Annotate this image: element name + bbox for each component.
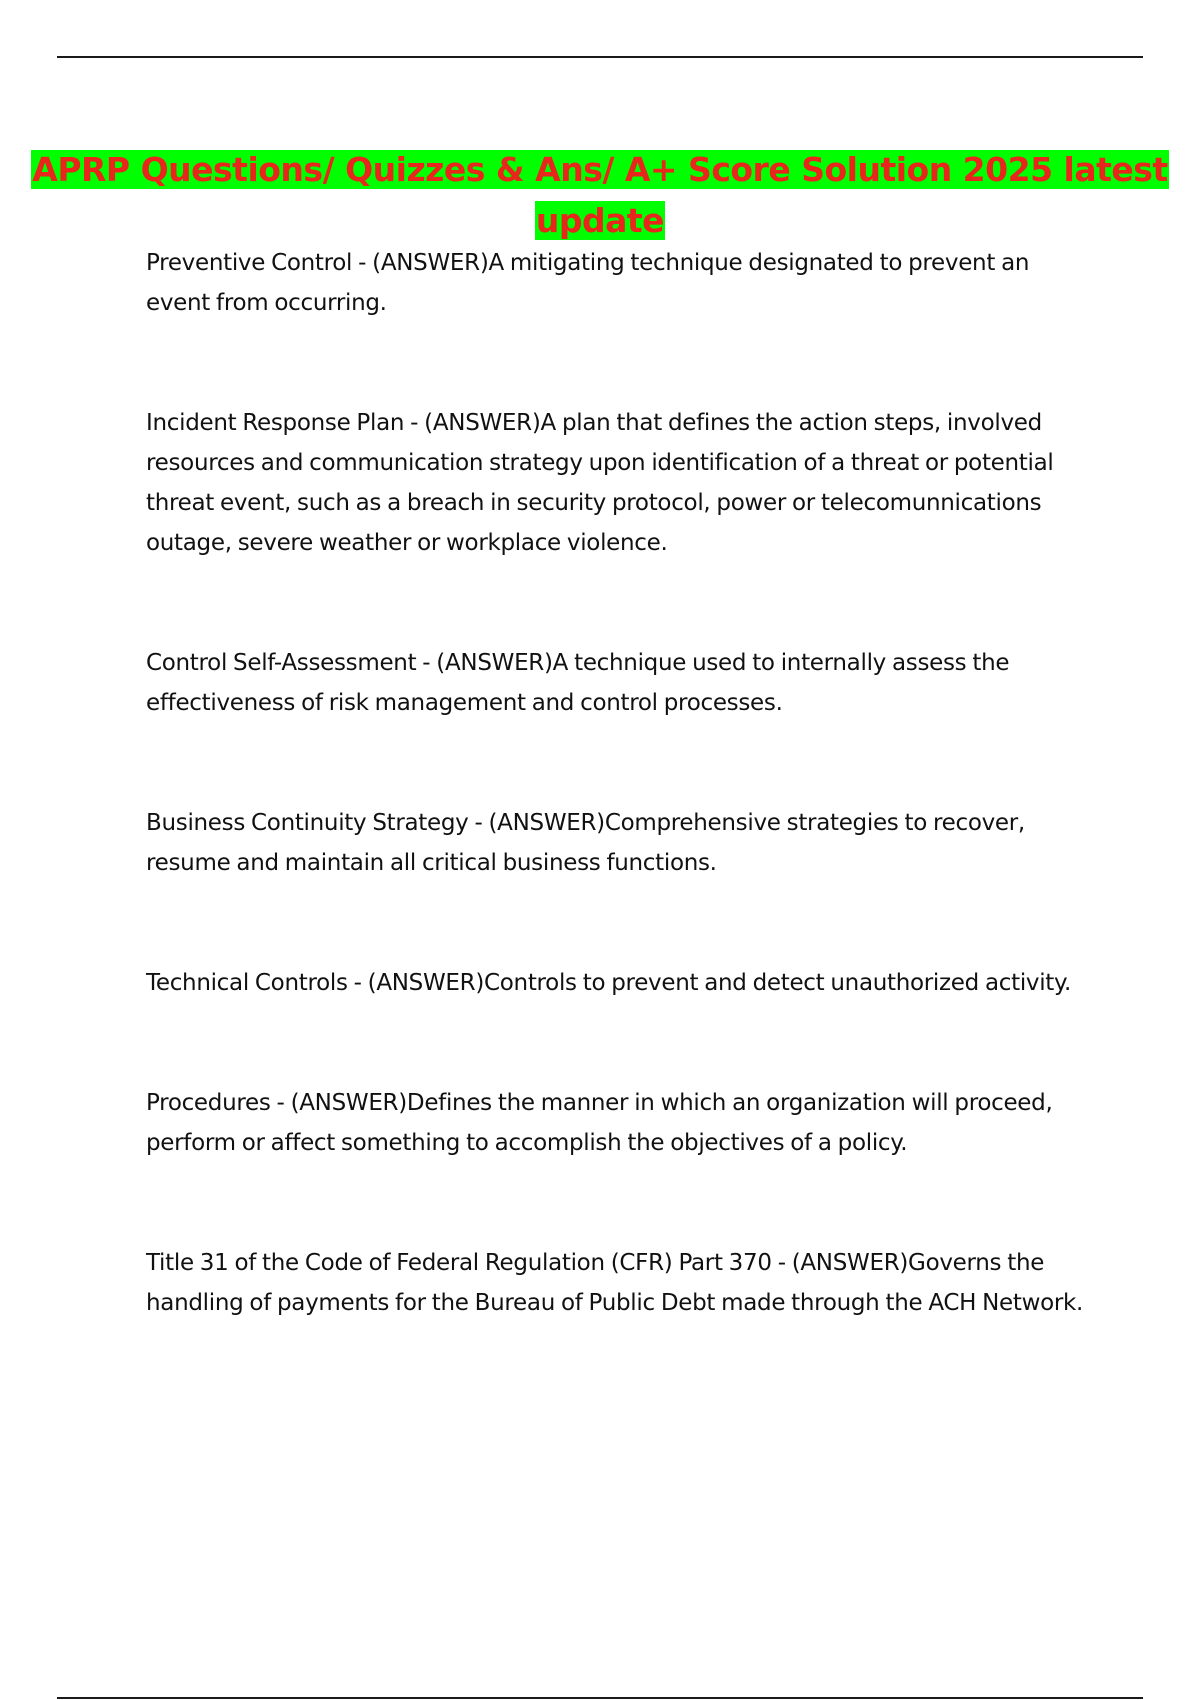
qa-entry-business-continuity-strategy: Business Continuity Strategy - (ANSWER)Comprehensive strategies to recover, resume and maintain all critical business functions. [146,810,1025,876]
title-block [0,144,1200,246]
qa-entry-control-self-assessment: Control Self-Assessment - (ANSWER)A technique used to internally assess the effectiveness of risk management and control processes. [146,650,1010,716]
bottom-rule [57,1697,1143,1699]
qa-entry-procedures: Procedures - (ANSWER)Defines the manner in which an organization will proceed, perform or affect something to accomplish the objectives of a policy. [146,1090,1053,1156]
qa-list [146,243,1096,1403]
document-title: APRP Questions/ Quizzes & Ans/ A+ Score Solution 2025 latest update [32,150,1168,240]
qa-entry-preventive-control: Preventive Control - (ANSWER)A mitigating technique designated to prevent an event from occurring. [146,250,1030,316]
qa-entry-title-31-cfr: Title 31 of the Code of Federal Regulation (CFR) Part 370 - (ANSWER)Governs the handling of payments for the Bureau of Public Debt made through the ACH Network. [146,1250,1084,1316]
qa-entry-technical-controls: Technical Controls - (ANSWER)Controls to prevent and detect unauthorized activity. [146,970,1072,996]
qa-entry-incident-response-plan: Incident Response Plan - (ANSWER)A plan that defines the action steps, involved resources and communication strategy upon identification of a threat or potential threat event, such as a breach in security protocol, power or telecomunnications outage, severe weather or workplace violence. [146,410,1054,556]
top-rule [57,56,1143,58]
